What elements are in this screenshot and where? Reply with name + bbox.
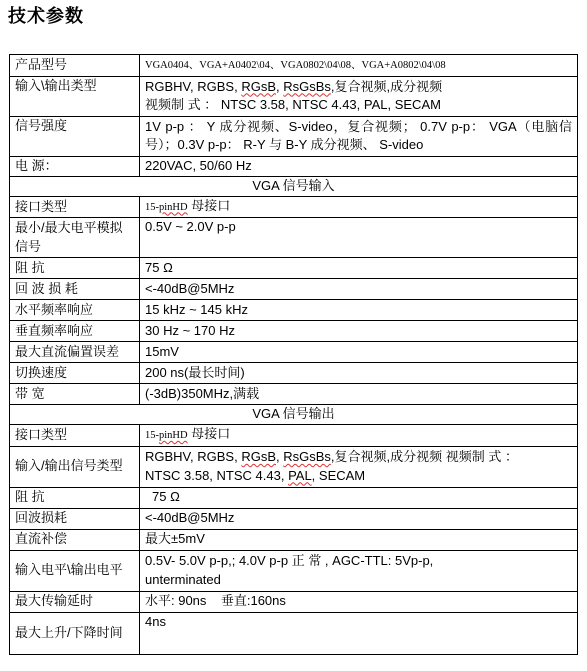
page-title: 技术参数 (8, 6, 84, 27)
in-dc-offset-value: 15mV (140, 342, 578, 363)
table-row (10, 156, 578, 176)
in-switch-speed-label: 切换速度 (10, 363, 140, 384)
table-row (10, 176, 578, 196)
in-level-label: 最小/最大电平模拟信号 (10, 218, 140, 258)
signal-strength-value: 1V p-p ： Y 成分视频、S-video，复合视频； 0.7V p-p： VGA（电脑信号）；0.3V p-p： R-Y 与 B-Y 成分视频、 S-video (140, 116, 578, 156)
table-row (10, 529, 578, 550)
out-io-type-secam: , SECAM (311, 467, 366, 483)
in-switch-speed-value: 200 ns(最长时间) (140, 363, 578, 384)
table-row (10, 196, 578, 218)
vga-input-section-header: VGA 信号输入 (10, 176, 578, 196)
in-return-loss-label: 回 波 损 耗 (10, 279, 140, 300)
in-return-loss-value: <-40dB@5MHz (140, 279, 578, 300)
out-impedance-value: 75 Ω (140, 487, 578, 508)
table-row (10, 321, 578, 342)
out-rise-fall-value: 4ns (140, 612, 578, 654)
out-io-type-standards: NTSC 3.58, NTSC 4.43, (145, 467, 289, 483)
io-type-text: RGBHV, RGBS, (145, 78, 242, 94)
io-type-value (140, 76, 578, 116)
in-interface-value (140, 196, 578, 218)
in-bandwidth-value: (-3dB)350MHz,满载 (140, 384, 578, 405)
in-dc-offset-label: 最大直流偏置误差 (10, 342, 140, 363)
out-interface-suffix: 母接口 (187, 426, 231, 441)
in-hfreq-label: 水平频率响应 (10, 300, 140, 321)
io-type-rgsb: RGsB (241, 78, 276, 94)
table-row (10, 258, 578, 279)
out-io-type-rest: ,复合视频,成分视频 视频制 式 ： (330, 449, 518, 464)
model-value (140, 55, 578, 77)
table-row (10, 363, 578, 384)
out-io-type-rgsb: RGsB (241, 449, 276, 464)
io-type-sep: , (276, 78, 284, 94)
table-row (10, 487, 578, 508)
table-row (10, 76, 578, 116)
out-return-loss-label: 回波损耗 (10, 508, 140, 529)
in-hfreq-value: 15 kHz ~ 145 kHz (140, 300, 578, 321)
out-delay-value: 水平: 90ns 垂直:160ns (140, 591, 578, 612)
out-delay-label: 最大传输延时 (10, 591, 140, 612)
out-level-line2: unterminated (145, 571, 221, 587)
out-impedance-label: 阻 抗 (10, 487, 140, 508)
in-interface-pinhd: pinHD (159, 201, 188, 213)
out-io-type-pal: PAL (288, 467, 312, 483)
io-type-video-standards: 视频制 式 ： NTSC 3.58, NTSC 4.43, PAL, SECAM (145, 97, 441, 112)
table-row (10, 612, 578, 654)
table-row (10, 342, 578, 363)
model-value-text: VGA0404、VGA+A0402\04、VGA0802\04\08、VGA+A0802\04\08 (145, 60, 446, 71)
power-value: 220VAC, 50/60 Hz (140, 156, 578, 176)
table-row (10, 405, 578, 425)
table-row (10, 384, 578, 405)
out-interface-pinhd: pinHD (159, 430, 188, 441)
table-row (10, 591, 578, 612)
table-row (10, 508, 578, 529)
in-interface-label: 接口类型 (10, 196, 140, 218)
table-row (10, 446, 578, 487)
in-level-value: 0.5V ~ 2.0V p-p (140, 218, 578, 258)
vga-output-section-header: VGA 信号输出 (10, 405, 578, 425)
table-row (10, 218, 578, 258)
out-interface-value (140, 425, 578, 447)
power-label: 电 源： (10, 156, 140, 176)
table-row (10, 116, 578, 156)
out-interface-text: 15- (145, 430, 159, 441)
out-dc-comp-label: 直流补偿 (10, 529, 140, 550)
out-io-type-label: 输入/输出信号类型 (10, 446, 140, 487)
io-type-rest: ,复合视频,成分视频 (330, 78, 443, 94)
out-dc-comp-value: 最大±5mV (140, 529, 578, 550)
in-impedance-value: 75 Ω (140, 258, 578, 279)
table-row (10, 425, 578, 447)
spec-table (9, 54, 578, 655)
in-impedance-label: 阻 抗 (10, 258, 140, 279)
signal-strength-label: 信号强度 (10, 116, 140, 156)
in-vfreq-value: 30 Hz ~ 170 Hz (140, 321, 578, 342)
out-level-label: 输入电平\输出电平 (10, 550, 140, 591)
in-vfreq-label: 垂直频率响应 (10, 321, 140, 342)
table-row (10, 300, 578, 321)
out-io-type-value (140, 446, 578, 487)
table-row (10, 55, 578, 77)
out-return-loss-value: <-40dB@5MHz (140, 508, 578, 529)
io-type-rsgsbs: RsGsBs (283, 78, 331, 94)
in-interface-suffix: 母接口 (187, 197, 231, 213)
model-label: 产品型号 (10, 55, 140, 77)
out-interface-label: 接口类型 (10, 425, 140, 447)
out-io-type-rsgsbs: RsGsBs (283, 449, 331, 464)
out-level-line1: 0.5V- 5.0V p-p,; 4.0V p-p 正 常 , AGC-TTL: 5Vp-p, (145, 553, 434, 568)
in-bandwidth-label: 带 宽 (10, 384, 140, 405)
table-row (10, 550, 578, 591)
in-interface-text: 15- (145, 201, 159, 213)
out-rise-fall-label: 最大上升/下降时间 (10, 612, 140, 654)
out-level-value (140, 550, 578, 591)
out-io-type-text: RGBHV, RGBS, (145, 449, 242, 464)
out-io-type-sep: , (276, 449, 284, 464)
io-type-label: 输入\输出类型 (10, 76, 140, 116)
table-row (10, 279, 578, 300)
